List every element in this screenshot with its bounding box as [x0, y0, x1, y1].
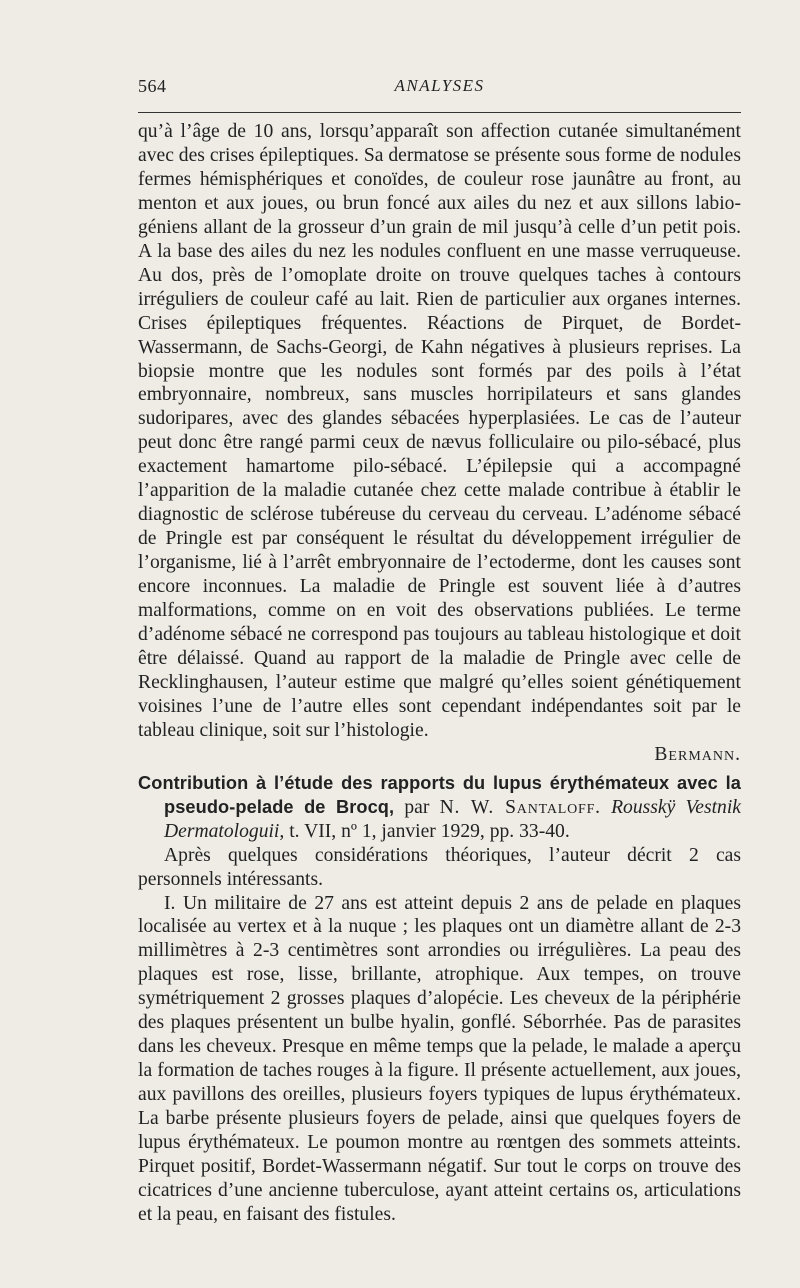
page-header [138, 76, 741, 102]
abstract-journal: Rousskÿ Vestnik Dermatologuii, [164, 796, 741, 842]
running-title: ANALYSES [394, 76, 485, 95]
reviewer-signature: Bermann. [654, 743, 741, 765]
body-text [138, 120, 741, 1227]
abstract-author: N. W. Santaloff. [439, 796, 601, 818]
header-rule [138, 112, 741, 113]
abstract-paragraph-case-1: I. Un militaire de 27 ans est atteint depuis 2 ans de pelade en plaques localisée au vertex et à la nuque ; les plaques ont un diamètre allant de 2-3 millimètres à 2-3 centimètres sont arrondies ou irrégulières. La peau des plaques est rose, lisse, brillante, atrophique. Aux tempes, on trouve symétriquement 2 grosses plaques d’alopécie. Les cheveux de la périphérie des plaques présentent un bulbe hyalin, gonflé. Séborrhée. Pas de parasites dans les cheveux. Presque en même temps que la pelade, le malade a aperçu la formation de taches rouges à la figure. Il présente actuellement, aux joues, aux pavillons des oreilles, plusieurs foyers typiques de lupus érythémateux. La barbe présente plusieurs foyers de pelade, ainsi que quelques foyers de lupus érythémateux. Le poumon montre au rœntgen des sommets atteints. Pirquet positif, Bordet-Wassermann négatif. Sur tout le corps on trouve des cicatrices d’une ancienne tuberculose, ayant atteint certains os, articulations et la peau, en faisant des fistules. [138, 892, 741, 1225]
abstract-citation: t. VII, nº 1, janvier 1929, pp. 33-40. [289, 820, 570, 842]
abstract-paragraph-intro: Après quelques considérations théoriques, l’auteur décrit 2 cas personnels intéressants. [138, 844, 741, 890]
abstract-heading [138, 772, 741, 844]
page-number: 564 [138, 76, 167, 96]
continued-abstract-paragraph: qu’à l’âge de 10 ans, lorsqu’apparaît son affection cutanée simultanément avec des crises épileptiques. Sa dermatose se présente sous forme de nodules fermes hémisphériques et conoïdes, de couleur rose jaunâtre au front, au menton et aux joues, ou brun foncé aux ailes du nez et aux sillons labio-géniens allant de la grosseur d’un grain de mil jusqu’à celle d’un petit pois. A la base des ailes du nez les nodules confluent en une masse verruqueuse. Au dos, près de l’omoplate droite on trouve quelques taches à contours irréguliers de couleur café au lait. Rien de particulier aux organes internes. Crises épileptiques fréquentes. Réactions de Pirquet, de Bordet-Wassermann, de Sachs-Georgi, de Kahn négatives à plusieurs reprises. La biopsie montre que les nodules sont formés par des poils à l’état embryonnaire, nombreux, sans muscles horripilateurs et sans glandes sudoripares, avec des glandes sébacées hyperplasiées. Le cas de l’auteur peut donc être rangé parmi ceux de nævus folliculaire ou pilo-sébacé, plus exactement hamartome pilo-sébacé. L’épilepsie qui a accompagné l’apparition de la maladie cutanée chez cette malade contribue à établir le diagnostic de sclérose tubéreuse du cerveau du cerveau. L’adénome sébacé de Pringle est par conséquent le résultat du développement irrégulier de l’organisme, lié à l’arrêt embryonnaire de l’ectoderme, dont les causes sont encore inconnues. La maladie de Pringle est souvent liée à d’autres malformations, comme on en voit des observations publiées. Le terme d’adénome sébacé ne correspond pas toujours au tableau histologique et doit être délaissé. Quand au rapport de la maladie de Pringle avec celle de Recklinghausen, l’auteur estime que malgré qu’elles soient génétiquement voisines l’une de l’autre elles sont cependant indépendantes soit par le tableau clinique, soit sur l’histologie. [138, 121, 741, 741]
abstract-title: Contribution à l’étude des rapports du lupus érythémateux avec la pseudo-pelade de Brocq, [138, 772, 741, 817]
abstract-by: par [404, 796, 430, 818]
